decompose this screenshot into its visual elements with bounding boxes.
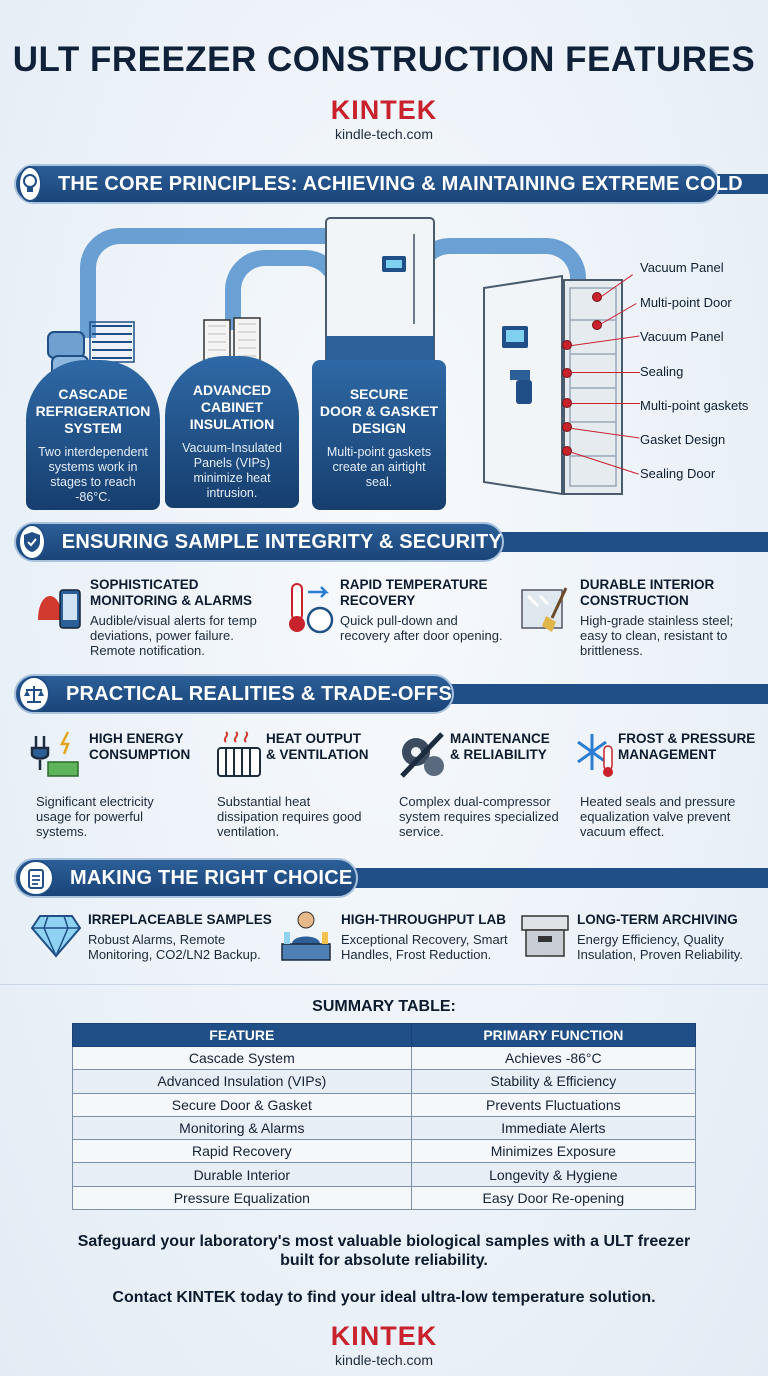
section-banner-integrity [0,522,768,562]
feature-title: FROST & PRESSURE MANAGEMENT [618,731,756,762]
feature-title: MAINTENANCE & RELIABILITY [450,731,550,762]
callout-dot [562,340,572,350]
table-row [73,1140,696,1163]
feature-monitoring-alarms [90,577,257,658]
feature-description: Complex dual-compressor system requires specialized service. [399,794,559,839]
archive-box-icon [520,912,570,960]
choice-description: Robust Alarms, Remote Monitoring, CO2/LN2 Backup. [88,932,261,962]
tradeoff-maintenance-description [399,790,559,839]
table-row [73,1070,696,1093]
callout-label: Sealing [640,364,684,379]
section-title-integrity: ENSURING SAMPLE INTEGRITY & SECURITY [61,530,502,553]
clipboard-checklist-icon [18,860,54,896]
lab-worker-icon [278,908,334,962]
section-banner-choice [0,858,768,898]
balance-scale-icon [18,676,50,712]
feature-title: DURABLE INTERIOR CONSTRUCTION [580,577,715,608]
brand-logo: KINTEK [330,95,438,125]
card-title: ADVANCED CABINET INSULATION [189,382,275,432]
card-title: SECURE DOOR & GASKET DESIGN [319,386,439,436]
brand-footer [0,1322,768,1368]
shield-check-icon [18,524,46,560]
feature-title: RAPID TEMPERATURE RECOVERY [340,577,488,608]
callout-line [572,372,640,373]
table-row [73,1093,696,1116]
freezer-closed-icon [322,214,440,374]
lightbulb-icon [18,166,42,202]
table-cell: Rapid Recovery [73,1140,412,1163]
summary-table [72,1023,696,1210]
table-cell: Monitoring & Alarms [73,1116,412,1139]
callout-label: Vacuum Panel [640,329,724,344]
callout-line [572,403,640,404]
feature-description: High-grade stainless steel; easy to clean, resistant to brittleness. [580,613,734,658]
divider [0,984,768,985]
card-title: CASCADE REFRIGERATION SYSTEM [35,386,151,436]
callout-dot [562,368,572,378]
feature-description: Significant electricity usage for powerful systems. [36,794,154,839]
choice-title: IRREPLACEABLE SAMPLES [88,912,272,927]
closing-statement: Safeguard your laboratory's most valuable biological samples with a ULT freezer built for absolute reliability. [77,1233,691,1269]
table-cell: Prevents Fluctuations [411,1093,695,1116]
table-row [73,1047,696,1070]
callout-label: Vacuum Panel [640,260,724,275]
callout-dot [562,446,572,456]
section-title-choice: MAKING THE RIGHT CHOICE [70,866,353,889]
feature-durable-interior [580,577,733,658]
table-row [73,1163,696,1186]
table-cell: Achieves -86°C [411,1047,695,1070]
brand-logo: KINTEK [330,1321,438,1351]
table-header-cell: PRIMARY FUNCTION [411,1024,695,1047]
feature-description: Heated seals and pressure equalization valve prevent vacuum effect. [580,794,736,839]
feature-description: Quick pull-down and recovery after door opening. [340,613,503,643]
feature-description: Audible/visual alerts for temp deviations, power failure. Remote notification. [90,613,257,658]
call-to-action: Contact KINTEK today to find your ideal ultra-low temperature solution. [112,1289,656,1306]
callout-dot [562,398,572,408]
plug-energy-icon [30,730,82,778]
section-title-core: THE CORE PRINCIPLES: ACHIEVING & MAINTAINING EXTREME COLD [58,172,743,195]
table-header-row [73,1024,696,1047]
stainless-cleaning-icon [518,584,574,634]
section-title-realities: PRACTICAL REALITIES & TRADE-OFFS [65,682,452,705]
feature-title: HEAT OUTPUT & VENTILATION [266,731,369,762]
choice-high-throughput-lab [341,912,508,962]
tradeoff-frost-description [580,790,735,839]
alarm-bell-phone-icon [32,584,84,634]
table-row [73,1186,696,1209]
core-card-insulation [165,356,299,508]
feature-rapid-recovery [340,577,503,643]
feature-title: HIGH ENERGY CONSUMPTION [89,731,191,762]
choice-title: LONG-TERM ARCHIVING [577,912,738,927]
summary-title: SUMMARY TABLE: [312,998,456,1015]
freezer-open-icon [480,274,626,506]
diamond-icon [30,912,82,958]
card-description: Multi-point gaskets create an airtight seal. [326,445,432,489]
feature-description: Substantial heat dissipation requires good ventilation. [217,794,362,839]
tradeoff-heat [266,731,369,763]
brand-url[interactable]: kindle-tech.com [334,1352,434,1368]
table-cell: Durable Interior [73,1163,412,1186]
tradeoff-maintenance [450,731,550,763]
choice-description: Energy Efficiency, Quality Insulation, Proven Reliability. [577,932,743,962]
tradeoff-frost-pressure [618,731,755,763]
table-cell: Immediate Alerts [411,1116,695,1139]
table-header-cell: FEATURE [73,1024,412,1047]
callout-dot [562,422,572,432]
thermometer-stopwatch-icon [284,580,336,638]
page-title: ULT FREEZER CONSTRUCTION FEATURES [12,40,756,79]
table-cell: Longevity & Hygiene [411,1163,695,1186]
callout-label: Multi-point Door [640,295,732,310]
table-row [73,1116,696,1139]
card-description: Vacuum-Insulated Panels (VIPs) minimize heat intrusion. [182,441,282,500]
table-cell: Pressure Equalization [73,1186,412,1209]
card-description: Two interdependent systems work in stages to reach -86°C. [38,445,148,504]
callout-label: Multi-point gaskets [640,398,749,413]
core-card-cascade [26,360,160,510]
tradeoff-energy [89,731,190,763]
snowflake-thermometer-icon [574,728,618,782]
tradeoff-energy-description [36,790,154,839]
feature-title: SOPHISTICATED MONITORING & ALARMS [90,577,252,608]
brand-url[interactable]: kindle-tech.com [334,126,434,142]
section-banner-realities [0,674,768,714]
choice-title: HIGH-THROUGHPUT LAB [341,912,506,927]
choice-long-term-archiving [577,912,743,962]
callout-label: Sealing Door [640,466,716,481]
table-cell: Stability & Efficiency [411,1070,695,1093]
callout-label: Gasket Design [640,432,726,447]
core-card-door-gasket [312,360,446,510]
section-banner-core [0,164,768,204]
table-cell: Secure Door & Gasket [73,1093,412,1116]
table-cell: Advanced Insulation (VIPs) [73,1070,412,1093]
choice-description: Exceptional Recovery, Smart Handles, Frost Reduction. [341,932,508,962]
gears-wrench-icon [396,728,448,782]
radiator-heat-icon [214,728,264,780]
table-cell: Easy Door Re-opening [411,1186,695,1209]
table-cell: Cascade System [73,1047,412,1070]
tradeoff-heat-description [217,790,362,839]
choice-irreplaceable-samples [88,912,272,962]
callout-dot [592,320,602,330]
brand-header [0,96,768,142]
table-cell: Minimizes Exposure [411,1140,695,1163]
